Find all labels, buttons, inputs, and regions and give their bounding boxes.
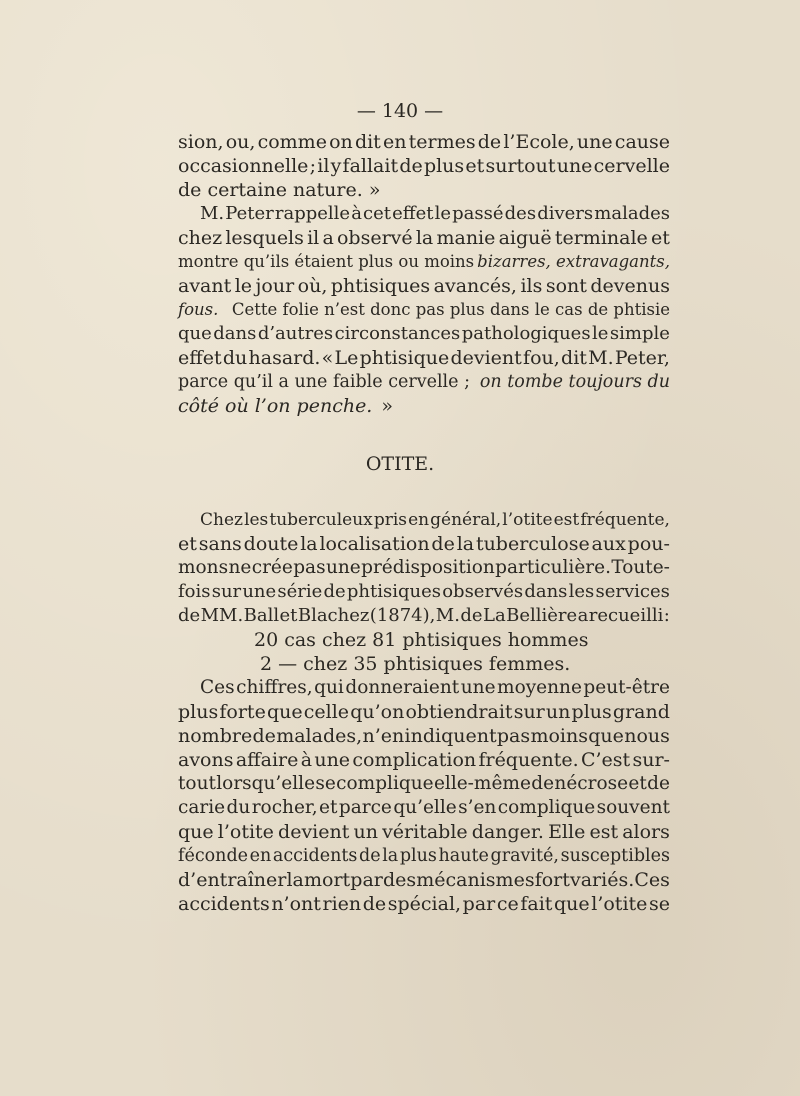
word: y (330, 155, 342, 177)
text-line (200, 202, 670, 226)
word: que (588, 725, 624, 747)
word: plus (423, 155, 465, 177)
word: Peter, (614, 347, 670, 369)
text-line (200, 508, 670, 532)
word: comme (257, 131, 327, 153)
word: fait (520, 893, 553, 915)
word: le (434, 203, 452, 224)
word: la (300, 533, 318, 555)
word: d’autres (257, 323, 334, 344)
word: passé (452, 203, 504, 224)
word: les (568, 581, 595, 602)
text-line (178, 130, 670, 154)
word: rien (322, 893, 362, 915)
word: surtout (485, 155, 556, 177)
word: l’Ecole, (503, 131, 575, 153)
word: que (178, 821, 214, 843)
word: et (319, 797, 338, 818)
word: est (589, 821, 619, 843)
word: le (234, 275, 253, 297)
text-line (178, 796, 670, 820)
word: malades (594, 203, 670, 224)
word: cet (363, 203, 392, 224)
text-line (178, 820, 670, 844)
word: des (382, 869, 417, 891)
word: a (577, 605, 589, 626)
word: complique (497, 797, 596, 818)
word: C’est (580, 749, 631, 771)
word: devient (450, 347, 522, 369)
text-line (178, 532, 670, 556)
word: on (329, 131, 353, 153)
word: affaire (235, 749, 299, 771)
word: n’ont (271, 893, 321, 915)
word: qu’on (350, 701, 405, 723)
word: phtisique (359, 347, 450, 369)
word: fois (178, 581, 211, 602)
word: complique (336, 773, 434, 794)
word: il (307, 227, 320, 249)
word: en (382, 131, 407, 153)
word: tuberculeux (269, 510, 373, 530)
word: moyenne (497, 677, 582, 698)
word: crée (251, 557, 293, 578)
word: devenus (590, 275, 670, 297)
word: Ces (200, 677, 235, 698)
text-segment: Cette folie n’est donc pas plus dans le cas de phtisie (231, 300, 670, 319)
text-line (178, 298, 670, 322)
word: l’otite (591, 893, 648, 915)
word: Elle (548, 821, 586, 843)
statistic-line: 2 — chez 35 phtisiques femmes. (260, 653, 571, 675)
word: : (663, 605, 670, 626)
word: fréquente, (580, 510, 670, 530)
text-line (178, 250, 670, 274)
word: peut-être (583, 677, 670, 698)
word: où, (297, 275, 328, 297)
word: accidents (272, 846, 358, 866)
word: recueilli (588, 605, 664, 626)
word: M. (588, 347, 614, 369)
word: M. (200, 203, 225, 224)
word: moins (530, 725, 588, 747)
word: une (325, 557, 361, 578)
word: de (178, 605, 201, 626)
word: mécanismes (416, 869, 535, 891)
word: en (408, 510, 430, 530)
word: chez (178, 227, 223, 249)
word: Bellière (506, 605, 578, 626)
word: il (317, 155, 330, 177)
word: circonstances (334, 323, 461, 344)
word: complication (352, 749, 477, 771)
text-line (200, 676, 670, 700)
word: (1874), (369, 605, 436, 626)
word: Blachez (297, 605, 370, 626)
word: une (460, 677, 496, 698)
text-line (178, 274, 670, 298)
word: féconde (178, 846, 248, 866)
word: sur (211, 581, 242, 602)
text-line (178, 580, 670, 604)
word: Le (334, 347, 359, 369)
word: n’en (362, 725, 405, 747)
page-number: — 140 — (356, 100, 444, 122)
text-line (178, 226, 670, 250)
word: qui (314, 677, 344, 698)
word: pris (373, 510, 407, 530)
word: aiguë (498, 227, 552, 249)
word: fou, (523, 347, 560, 369)
italic-text: bizarres, extravagants, (477, 252, 670, 271)
word: localisation (319, 533, 430, 555)
word: gravité, (490, 846, 559, 866)
text-line (178, 868, 670, 892)
word: cervelle (593, 155, 670, 177)
word: est (553, 510, 580, 530)
word: l’otite (502, 510, 553, 530)
word: simple (609, 323, 670, 344)
word: haute (438, 846, 489, 866)
word: rappelle (274, 203, 351, 224)
text-line (178, 892, 670, 916)
word: de (323, 581, 346, 602)
word: plus (399, 846, 437, 866)
word: observés (442, 581, 524, 602)
word: et (465, 155, 485, 177)
word: lorsqu’elle (216, 773, 316, 794)
word: grand (612, 701, 670, 723)
word: et (279, 605, 298, 626)
word: souvent (596, 797, 670, 818)
word: manie (436, 227, 496, 249)
word: dit (561, 347, 587, 369)
word: le (592, 323, 609, 344)
word: MM. (200, 605, 244, 626)
text-line (178, 346, 670, 370)
word: dit (354, 131, 381, 153)
word: dans (213, 323, 257, 344)
word: sur (513, 701, 545, 723)
word: mons (178, 557, 229, 578)
word: une (576, 131, 613, 153)
word: Ball (243, 605, 280, 626)
word: nous (624, 725, 670, 747)
word: plus (571, 701, 612, 723)
word: de (359, 846, 381, 866)
word: M. (435, 605, 460, 626)
word: plus (178, 701, 219, 723)
word: que (554, 893, 590, 915)
word: avons (178, 749, 234, 771)
word: a (322, 227, 334, 249)
word: qu’elle (393, 797, 457, 818)
word: phtisiques (346, 581, 441, 602)
word: de (477, 131, 502, 153)
text-line (178, 556, 670, 580)
word: cause (614, 131, 670, 153)
word: elle-même (433, 773, 531, 794)
word: hasard. (248, 347, 321, 369)
word: aux (591, 533, 626, 555)
italic-text: on tombe toujours du (479, 372, 670, 392)
word: en (249, 846, 272, 866)
word: se (315, 773, 336, 794)
word: Chez (200, 510, 243, 530)
text-line (178, 604, 670, 628)
word: les (244, 510, 269, 530)
text-line (178, 700, 670, 724)
word: Ces (634, 869, 670, 891)
text-segment: » (381, 395, 393, 417)
word: sans (198, 533, 242, 555)
word: des (504, 203, 537, 224)
word: sur- (632, 749, 670, 771)
word: la (286, 869, 304, 891)
word: rocher, (251, 797, 318, 818)
word: que (178, 323, 212, 344)
word: fréquente. (478, 749, 579, 771)
word: effet (392, 203, 434, 224)
text-segment: parce qu’il a une faible cervelle ; (178, 372, 470, 392)
word: occasionnelle (178, 155, 309, 177)
word: indiquent (404, 725, 497, 747)
word: celle (303, 701, 350, 723)
word: donneraient (345, 677, 460, 698)
word: de (362, 893, 387, 915)
word: effet (178, 347, 222, 369)
word: alors (622, 821, 670, 843)
word: dans (524, 581, 568, 602)
text-line (178, 322, 670, 346)
word: fort (534, 869, 570, 891)
word: « (321, 347, 334, 369)
word: mort (304, 869, 351, 891)
word: parce (338, 797, 392, 818)
word: à (300, 749, 313, 771)
word: une (556, 155, 593, 177)
word: de (531, 773, 555, 794)
word: La (482, 605, 506, 626)
word: pas (496, 725, 531, 747)
word: la (415, 227, 434, 249)
word: une (242, 581, 277, 602)
word: termes (408, 131, 476, 153)
word: du (222, 347, 248, 369)
word: danger. (471, 821, 544, 843)
text-segment: montre qu’ils étaient plus ou moins (178, 252, 475, 271)
text-line (178, 370, 670, 394)
word: particulière. (495, 557, 611, 578)
word: divers (537, 203, 594, 224)
text-line (178, 748, 670, 772)
italic-text: fous. (178, 300, 219, 319)
statistic-line: 20 cas chez 81 phtisiques hommes (254, 629, 589, 651)
word: carie (178, 797, 226, 818)
word: Toute- (611, 557, 670, 578)
word: et (651, 227, 670, 249)
word: de (252, 725, 276, 747)
word: lesquels (225, 227, 304, 249)
word: une (314, 749, 351, 771)
word: se (649, 893, 670, 915)
word: pou- (627, 533, 670, 555)
text-line (178, 724, 670, 748)
word: ; (309, 155, 317, 177)
word: jour (255, 275, 295, 297)
word: terminale (554, 227, 648, 249)
word: à (351, 203, 362, 224)
word: pathologiques (461, 323, 591, 344)
text-line (178, 154, 670, 178)
word: la (456, 533, 475, 555)
word: de (399, 155, 423, 177)
word: avant (178, 275, 232, 297)
word: sont (545, 275, 587, 297)
word: nombre (178, 725, 253, 747)
word: par (350, 869, 383, 891)
text-line (178, 772, 670, 796)
word: variés. (570, 869, 635, 891)
word: série (277, 581, 323, 602)
section-title: OTITE. (365, 453, 435, 475)
word: phtisiques (330, 275, 431, 297)
word: ce (496, 893, 519, 915)
word: avancés, (433, 275, 517, 297)
italic-text: côté où l’on penche. (178, 395, 373, 417)
word: obtiendrait (405, 701, 513, 723)
word: prédisposition (361, 557, 495, 578)
text-line (178, 844, 670, 868)
word: l’otite (217, 821, 274, 843)
word: de (647, 773, 670, 794)
text-line: de certaine nature. » (178, 179, 381, 201)
word: et (628, 773, 647, 794)
word: d’entraîner (178, 869, 287, 891)
word: par (462, 893, 496, 915)
word: spécial, (387, 893, 462, 915)
word: la (382, 846, 399, 866)
word: tout (178, 773, 216, 794)
word: nécrose (554, 773, 629, 794)
word: pas (293, 557, 326, 578)
word: général, (430, 510, 502, 530)
word: ils (520, 275, 543, 297)
word: que (266, 701, 303, 723)
word: et (178, 533, 197, 555)
word: du (226, 797, 251, 818)
word: services (595, 581, 670, 602)
word: un (545, 701, 571, 723)
word: chiffres, (236, 677, 313, 698)
word: ou, (225, 131, 256, 153)
word: de (431, 533, 455, 555)
text-line (178, 394, 670, 418)
word: devient (278, 821, 350, 843)
word: de (460, 605, 483, 626)
word: accidents (178, 893, 270, 915)
word: un (353, 821, 378, 843)
word: Peter (225, 203, 274, 224)
word: susceptibles (560, 846, 670, 866)
word: forte (219, 701, 266, 723)
word: fallait (342, 155, 399, 177)
word: doute (243, 533, 299, 555)
word: tuberculose (475, 533, 590, 555)
word: malades, (276, 725, 363, 747)
word: sion, (178, 131, 224, 153)
word: ne (228, 557, 252, 578)
word: s’en (458, 797, 497, 818)
word: observé (336, 227, 413, 249)
word: véritable (382, 821, 468, 843)
